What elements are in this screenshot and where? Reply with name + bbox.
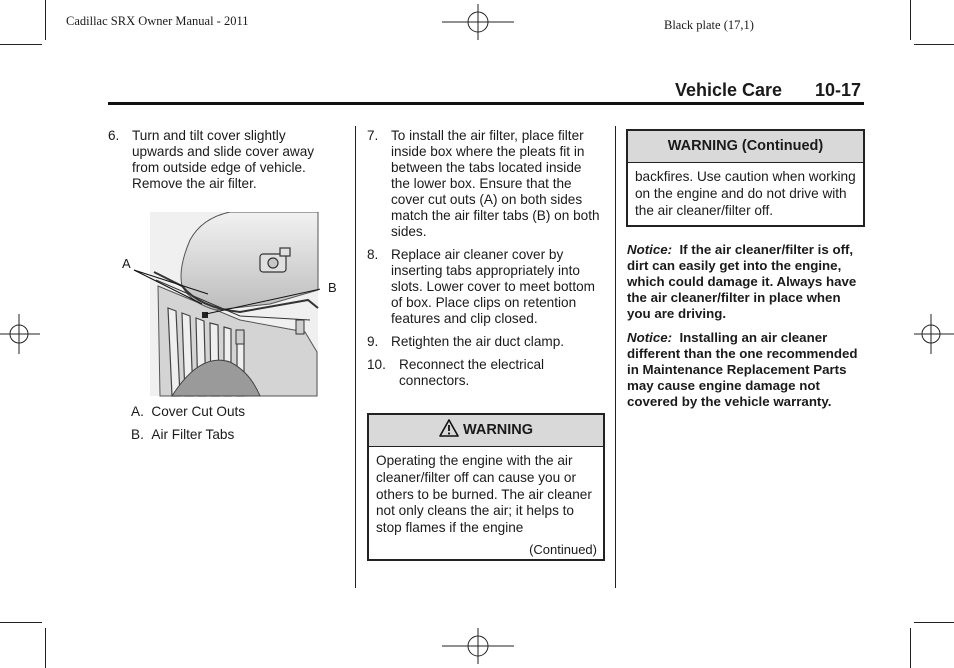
warning-body: backfires. Use caution when working on the engine and do not drive with the air cleaner/filter off. [635,169,856,218]
warning-header [369,415,603,447]
step-text: To install the air filter, place filter inside box where the pleats fit in between the tabs located inside the lower box. Ensure that the cover cut outs (A) on both sides match the air filter tabs (B) on both sides. [391,128,600,239]
crop-mark [914,44,954,45]
column-divider [355,126,356,588]
warning-header: WARNING (Continued) [628,131,863,163]
legend-key: B. [131,427,144,442]
warning-continued-box [626,129,865,227]
crop-mark [910,628,911,668]
step-text: Retighten the air duct clamp. [391,334,565,349]
step-number: 9. [367,334,379,349]
step-number: 10. [367,357,386,372]
legend-item [131,427,234,442]
middle-column [367,128,603,396]
step-item [108,128,338,192]
registration-mark-icon [440,626,516,666]
crop-mark [45,628,46,668]
figure-label-b: B [328,280,337,295]
step-item [367,128,603,240]
crop-mark [0,622,42,623]
figure-label-a: A [122,256,131,271]
exclamation-triangle-icon [439,419,459,437]
crop-mark [0,44,42,45]
section-title: Vehicle Care [675,80,783,100]
step-item [367,334,603,350]
registration-mark-icon [440,2,516,42]
warning-continued-label: (Continued) [529,542,597,557]
warning-title: WARNING [462,422,534,438]
manual-title: Cadillac SRX Owner Manual - 2011 [66,14,249,28]
crop-mark [910,0,911,40]
legend-key: A. [131,404,144,419]
registration-mark-icon [914,312,954,356]
step-item [367,357,603,389]
notice-text: If the air cleaner/filter is off, dirt can easily get into the engine, which could damage it. Always have the air cleaner/filter in place when you are driving. [627,242,857,321]
step-text: Reconnect the electrical connectors. [399,357,545,388]
right-column [627,242,859,418]
notice-paragraph [627,330,859,410]
legend-text: Air Filter Tabs [151,427,235,442]
header-rule [108,102,864,105]
column-divider [615,126,616,588]
air-cleaner-illustration [120,212,320,398]
notice-paragraph [627,242,859,322]
notice-text: Installing an air cleaner different than the one recommended in Maintenance Replacement Parts may cause engine damage not covered by the vehicle warranty. [627,330,858,409]
legend-text: Cover Cut Outs [151,404,246,419]
registration-mark-icon [0,312,40,356]
notice-label: Notice: [627,330,673,345]
warning-box [367,413,605,561]
crop-mark [45,0,46,40]
page-number: 10-17 [815,80,862,100]
notice-label: Notice: [627,242,673,257]
plate-label: Black plate (17,1) [664,18,754,32]
step-number: 6. [108,128,120,143]
warning-body: Operating the engine with the air cleaner/filter off can cause you or others to be burned. The air cleaner not only cleans the air; it helps to stop flames if the engine [376,453,592,536]
step-item [367,247,603,327]
crop-mark [914,622,954,623]
step-text: Replace air cleaner cover by inserting tabs appropriately into slots. Lower cover to meet bottom of box. Place clips on retention features and clip closed. [391,247,595,326]
legend-item [131,404,245,419]
left-column [108,128,338,199]
step-number: 7. [367,128,379,143]
step-number: 8. [367,247,379,262]
step-text: Turn and tilt cover slightly upwards and slide cover away from outside edge of vehicle. Remove the air filter. [132,128,315,191]
